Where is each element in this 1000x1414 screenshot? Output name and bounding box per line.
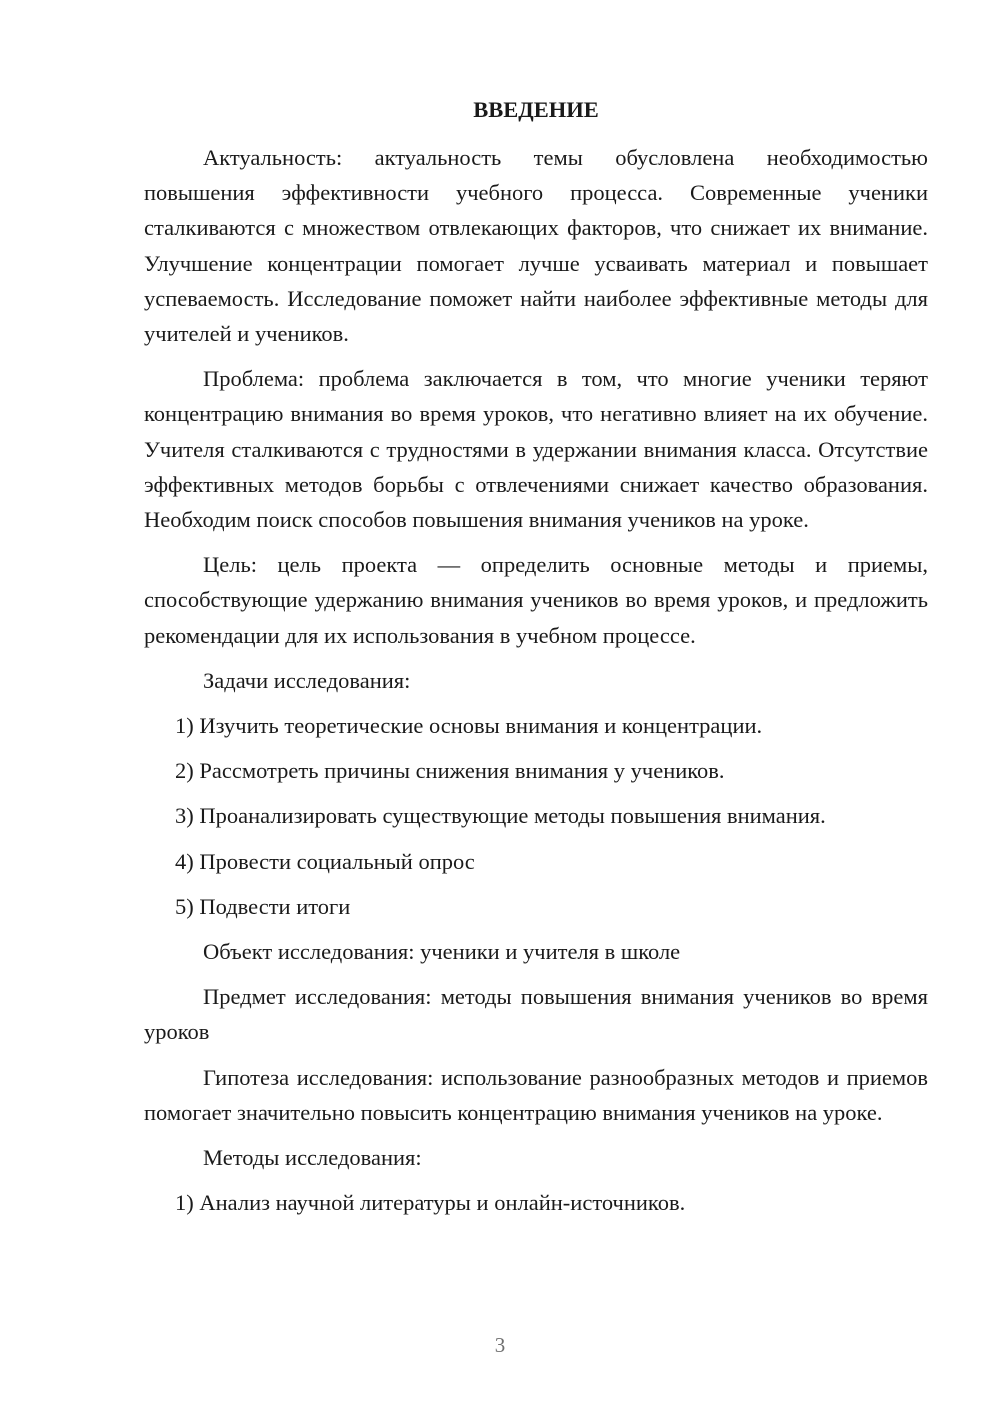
document-page [144, 92, 928, 1230]
task-item: 2) Рассмотреть причины снижения внимания у учеников. [175, 758, 725, 784]
tasks-heading: Задачи исследования: [203, 667, 411, 693]
section-title: ВВЕДЕНИЕ [473, 97, 599, 122]
methods-heading: Методы исследования: [203, 1145, 422, 1171]
task-item: 3) Проанализировать существующие методы повышения внимания. [175, 803, 826, 829]
relevance-paragraph: Актуальность: актуальность темы обусловлена необходимостью повышения эффективности учебного процесса. Современные ученики сталкиваются с множеством отвлекающих факторов, что снижает их внимание. Улучшение концентрации помогает лучше усваивать материал и повышает успеваемость. Исследование поможет найти наиболее эффективные методы для учителей и учеников. [144, 145, 928, 347]
task-item: 4) Провести социальный опрос [175, 848, 475, 874]
task-item: 5) Подвести итоги [175, 893, 351, 919]
task-item: 1) Изучить теоретические основы внимания и концентрации. [175, 713, 763, 739]
goal-paragraph: Цель: цель проекта — определить основные методы и приемы, способствующие удержанию внимания учеников во время уроков, и предложить рекомендации для их использования в учебном процессе. [144, 552, 928, 648]
subject-paragraph: Предмет исследования: методы повышения внимания учеников во время уроков [144, 984, 928, 1045]
object-paragraph: Объект исследования: ученики и учителя в школе [203, 939, 681, 965]
method-item: 1) Анализ научной литературы и онлайн-источников. [175, 1190, 686, 1216]
methods-list [144, 1185, 928, 1220]
tasks-list [144, 708, 928, 924]
problem-paragraph: Проблема: проблема заключается в том, что многие ученики теряют концентрацию внимания во время уроков, что негативно влияет на их обучение. Учителя сталкиваются с трудностями в удержании внимания класса. Отсутствие эффективных методов борьбы с отвлечениями снижает качество образования. Необходим поиск способов повышения внимания учеников на уроке. [144, 366, 928, 533]
page-number: 3 [494, 1333, 506, 1357]
hypothesis-paragraph: Гипотеза исследования: использование разнообразных методов и приемов помогает значительно повысить концентрацию внимания учеников на уроке. [144, 1064, 928, 1125]
